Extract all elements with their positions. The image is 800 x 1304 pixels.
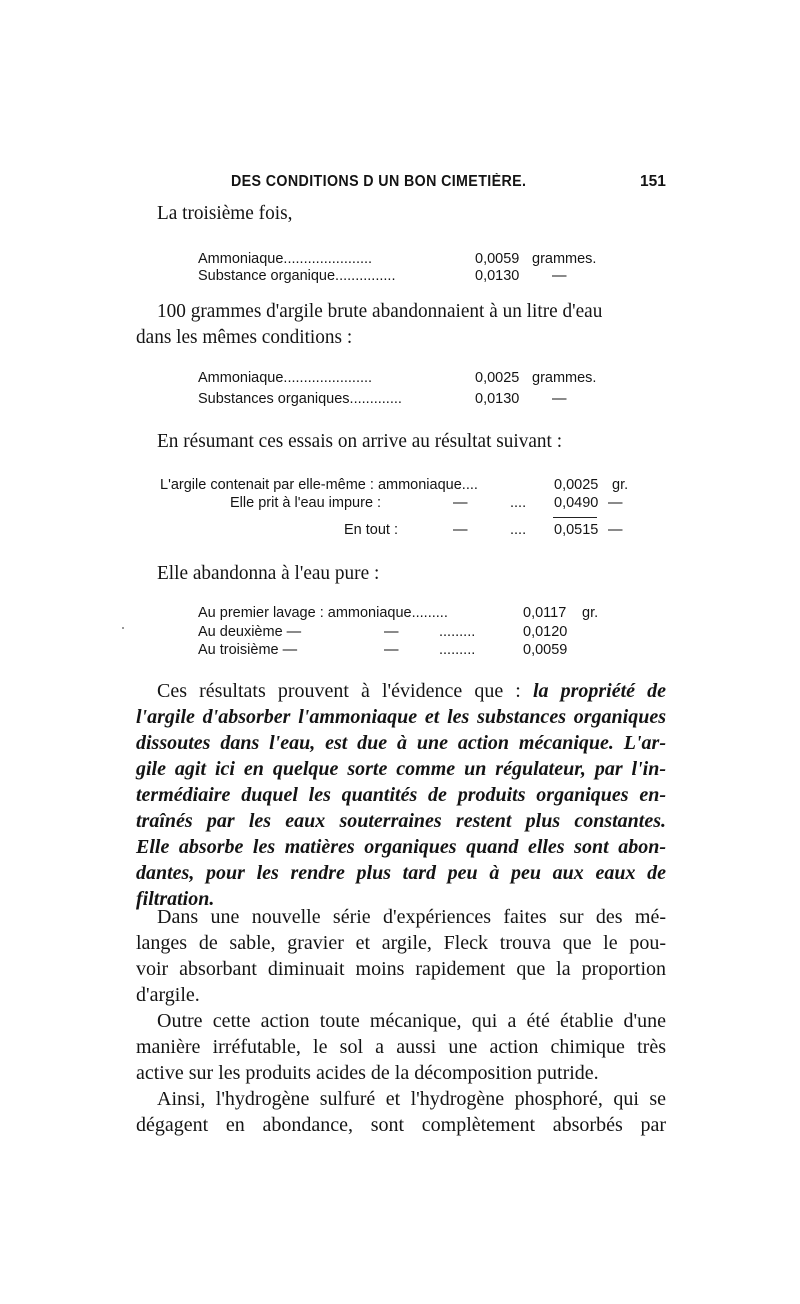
row-label: En tout : bbox=[344, 522, 399, 538]
row-label: Ammoniaque...................... bbox=[198, 370, 373, 386]
row-label: Elle prit à l'eau impure : bbox=[230, 495, 382, 511]
running-header bbox=[0, 173, 800, 197]
row-unit: grammes. bbox=[532, 251, 597, 267]
row-dots: ......... bbox=[439, 642, 476, 658]
text-line: traînés par les eaux souterraines restent plus constantes. bbox=[136, 810, 666, 832]
row-dash: — bbox=[453, 495, 468, 511]
row-value: 0,0025 bbox=[475, 370, 520, 386]
resume-line: En résumant ces essais on arrive au résultat suivant : bbox=[157, 430, 563, 452]
abandonna-line: Elle abandonna à l'eau pure : bbox=[157, 562, 380, 584]
row-value: 0,0130 bbox=[475, 268, 520, 284]
row-label: Substances organiques............. bbox=[198, 391, 402, 407]
row-dots: .... bbox=[510, 495, 527, 511]
row-value: 0,0120 bbox=[523, 624, 568, 640]
row-value: 0,0117 bbox=[523, 605, 567, 621]
text-line: gile agit ici en quelque sorte comme un régulateur, par l'in- bbox=[136, 758, 666, 780]
text-line: active sur les produits acides de la décomposition putride. bbox=[136, 1062, 599, 1084]
para-100g-line-2: dans les mêmes conditions : bbox=[136, 326, 353, 348]
text-line: dégagent en abondance, sont complètement absorbés par bbox=[136, 1114, 666, 1136]
italic-text: la propriété de bbox=[532, 680, 666, 702]
header-title: DES CONDITIONS D UN BON CIMETIÈRE. bbox=[231, 173, 527, 190]
sum-rule bbox=[553, 517, 597, 518]
text-line: termédiaire duquel les quantités de produits organiques en- bbox=[136, 784, 666, 806]
row-value: 0,0515 bbox=[554, 522, 599, 538]
row-value: 0,0490 bbox=[554, 495, 599, 511]
text-line: Outre cette action toute mécanique, qui a été établie d'une bbox=[157, 1010, 666, 1032]
row-dots: .... bbox=[510, 522, 527, 538]
row-value: 0,0059 bbox=[523, 642, 568, 658]
row-value: 0,0130 bbox=[475, 391, 520, 407]
row-label: Substance organique............... bbox=[198, 268, 396, 284]
text-line: d'argile. bbox=[136, 984, 200, 1006]
row-label: Au troisième — bbox=[198, 642, 298, 658]
text-line: dissoutes dans l'eau, est due à une action mécanique. L'ar- bbox=[136, 732, 666, 754]
row-value: 0,0059 bbox=[475, 251, 520, 267]
row-unit: grammes. bbox=[532, 370, 597, 386]
text-line: filtration. bbox=[136, 888, 215, 910]
row-label: Au deuxième — bbox=[198, 624, 302, 640]
row-unit: gr. bbox=[612, 477, 629, 493]
page-number: 151 bbox=[640, 173, 666, 190]
row-dots: ......... bbox=[439, 624, 476, 640]
row-unit: gr. bbox=[582, 605, 599, 621]
plain-text: Ces résultats prouvent à l'évidence que : bbox=[157, 680, 533, 702]
row-dash: — bbox=[384, 624, 399, 640]
text-line: langes de sable, gravier et argile, Fleck trouva que le pou- bbox=[136, 932, 666, 954]
para-100g-line-1: 100 grammes d'argile brute abandonnaient à un litre d'eau bbox=[157, 300, 603, 322]
row-dash: — bbox=[453, 522, 468, 538]
row-unit: — bbox=[552, 391, 567, 407]
text-line: l'argile d'absorber l'ammoniaque et les substances organiques bbox=[136, 706, 666, 728]
row-unit: — bbox=[608, 495, 623, 511]
text-line: Ainsi, l'hydrogène sulfuré et l'hydrogène phosphoré, qui se bbox=[157, 1088, 666, 1110]
row-unit: — bbox=[552, 268, 567, 284]
print-speck bbox=[122, 627, 124, 629]
text-line: voir absorbant diminuait moins rapidement que la proportion bbox=[136, 958, 666, 980]
row-dash: — bbox=[384, 642, 399, 658]
text-line: Dans une nouvelle série d'expériences faites sur des mé- bbox=[157, 906, 666, 928]
text-line: dantes, pour les rendre plus tard peu à peu aux eaux de bbox=[136, 862, 666, 884]
row-unit: — bbox=[608, 522, 623, 538]
row-label: L'argile contenait par elle-même : ammoniaque.... bbox=[160, 477, 478, 493]
intro-third: La troisième fois, bbox=[157, 202, 293, 224]
row-value: 0,0025 bbox=[554, 477, 599, 493]
text-line: Elle absorbe les matières organiques quand elles sont abon- bbox=[136, 836, 666, 858]
row-label: Ammoniaque...................... bbox=[198, 251, 373, 267]
row-label: Au premier lavage : ammoniaque......... bbox=[198, 605, 448, 621]
text-line: manière irréfutable, le sol a aussi une action chimique très bbox=[136, 1036, 666, 1058]
text-line bbox=[157, 678, 666, 704]
